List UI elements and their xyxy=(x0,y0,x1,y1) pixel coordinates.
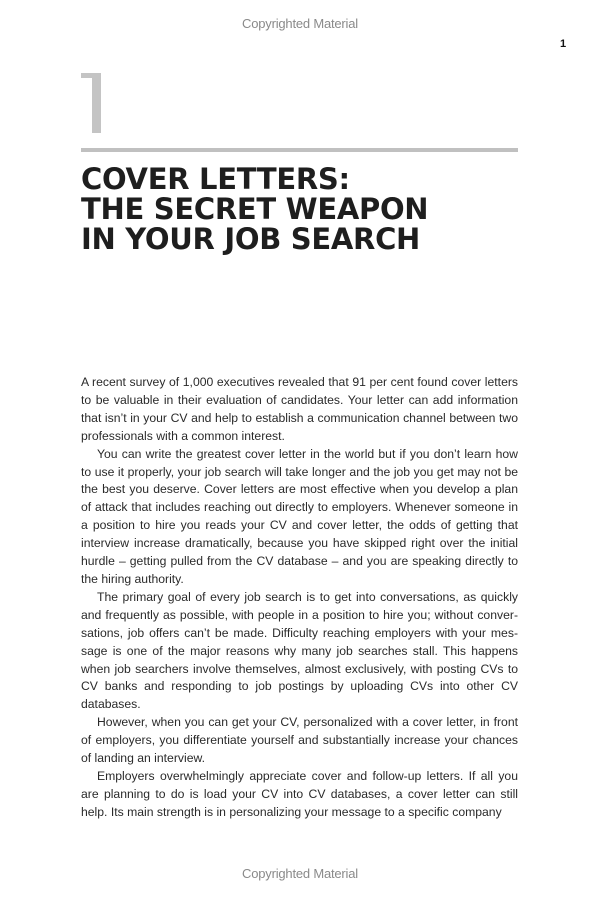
chapter-rule xyxy=(81,148,518,152)
chapter-number xyxy=(81,73,101,133)
chapter-number-glyph-stem xyxy=(92,73,101,133)
paragraph: You can write the greatest cover letter in the world but if you don’t learn how to use it properly, your job search will take longer and the job you get may not be the best you deserve. Cover letters are most effective when you develop a plan of attack that includes reaching out directly to employers. Whenever someone in a position to hire you reads your CV and cover letter, the odds of getting that interview increase dramatically, because you have skipped right over the initial hurdle – getting pulled from the CV database – and you are speaking directly to the hiring authority. xyxy=(81,446,518,586)
chapter-title xyxy=(81,164,531,254)
body-text xyxy=(81,374,518,822)
paragraph: Employers overwhelmingly appreciate cover and follow-up letters. If all you are planning to do is load your CV into CV databases, a cover letter can still help. Its main strength is in personalizing your message to a specific company xyxy=(81,768,518,819)
paragraph: A recent survey of 1,000 executives revealed that 91 per cent found cover letters to be valuable in their evaluation of candidates. Your letter can add information that isn’t in your CV and help to establish a communication channel between two professionals with a common interest. xyxy=(81,375,518,443)
copyright-watermark-top: Copyrighted Material xyxy=(242,16,358,31)
chapter-title-line: IN YOUR JOB SEARCH xyxy=(81,222,421,256)
chapter-title-line: THE SECRET WEAPON xyxy=(81,192,429,226)
copyright-watermark-bottom: Copyrighted Material xyxy=(242,866,358,881)
page-number: 1 xyxy=(560,38,567,50)
paragraph: However, when you can get your CV, personalized with a cover letter, in front of employers, you differentiate yourself and substantially increase your chances of landing an interview. xyxy=(81,715,518,766)
paragraph: The primary goal of every job search is to get into conversations, as quickly and frequently as possible, with people in a position to hire you; without conversations, job offers can’t be made. Difficulty reaching employers with your message is one of the major reasons why many job searches stall. This happens when job searchers involve themselves, almost exclusively, with posting CVs to CV banks and responding to job postings by uploading CVs into other CV databases. xyxy=(81,589,518,712)
chapter-title-line: COVER LETTERS: xyxy=(81,162,350,196)
